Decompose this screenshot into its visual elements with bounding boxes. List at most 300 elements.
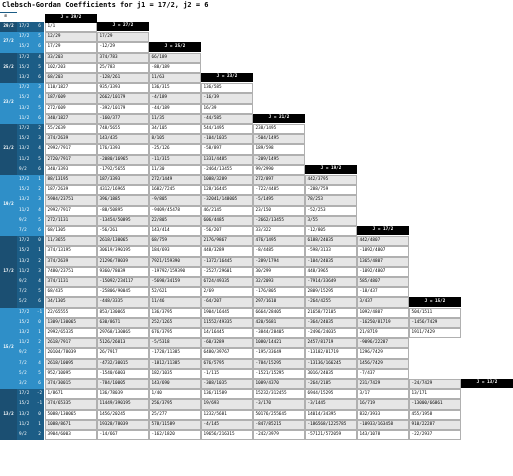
m1-value: 9/2 xyxy=(17,430,35,440)
coefficient-cell: 5088/130065 xyxy=(45,410,97,420)
coefficient-cell: 14/16445 xyxy=(201,328,253,338)
coefficient-cell: 952/10095 xyxy=(45,369,97,379)
m2-value: 3 xyxy=(35,195,44,205)
coefficient-cell: 68/759 xyxy=(149,236,201,246)
coefficient-cell: 1/8671 xyxy=(45,389,97,399)
coefficient-cell: -88/50895 xyxy=(97,206,149,216)
m-total-label: 23/2 xyxy=(0,83,17,124)
m1-value: 15/2 xyxy=(17,63,35,73)
coefficient-cell: 3/17 xyxy=(357,389,409,399)
coefficient-cell: 6188/24035 xyxy=(305,236,357,246)
coefficient-cell: 34/105 xyxy=(149,124,201,134)
coefficient-cell: 25/783 xyxy=(97,63,149,73)
coefficient-cell: 19328/78039 xyxy=(97,420,149,430)
coefficient-cell: 1089/4370 xyxy=(253,379,305,389)
coefficient-cell: -289/1794 xyxy=(253,257,305,267)
m1-value: 17/2 xyxy=(17,389,35,399)
m2-value: 2 xyxy=(35,430,44,440)
coefficient-cell: -19792/159390 xyxy=(149,267,201,277)
coefficient-cell: 30/299 xyxy=(253,267,305,277)
coefficient-cell: -57121/572059 xyxy=(305,430,357,440)
coefficient-cell: 420/5681 xyxy=(253,318,305,328)
coefficient-cell: 1088/8671 xyxy=(45,420,97,430)
coefficient-cell: 374/2639 xyxy=(45,134,97,144)
coefficient-cell: -2464/13455 xyxy=(201,165,253,175)
coefficient-cell: -1372/16445 xyxy=(201,257,253,267)
coefficient-cell: -7/437 xyxy=(357,369,409,379)
coefficient-cell: -32041/148005 xyxy=(201,195,253,205)
m2-value: 3 xyxy=(35,134,44,144)
coefficient-cell: -13136/166245 xyxy=(305,359,357,369)
m2-value: 5 xyxy=(35,287,44,297)
coefficient-cell: 2618/10095 xyxy=(45,359,97,369)
coefficient-cell: 68/1305 xyxy=(45,226,97,236)
coefficient-cell: -1456/7429 xyxy=(409,318,461,328)
coefficient-cell: -2662/13455 xyxy=(253,216,305,226)
coefficient-cell: 676/3795 xyxy=(149,328,201,338)
coefficient-cell: 2/69 xyxy=(201,287,253,297)
j-header: J = 25/2 xyxy=(149,42,201,51)
coefficient-cell: 182/1035 xyxy=(149,369,201,379)
coefficient-cell: 1309/130065 xyxy=(45,318,97,328)
coefficient-cell: -128/261 xyxy=(97,73,149,83)
coefficient-cell: 297/1610 xyxy=(253,297,305,307)
m2-value: -1 xyxy=(35,399,44,409)
coefficient-cell: 6944/15295 xyxy=(305,389,357,399)
m1-value: 17/2 xyxy=(17,236,35,246)
coefficient-cell: 7921/159390 xyxy=(149,257,201,267)
m1-value: 13/2 xyxy=(17,73,35,83)
m2-value: 6 xyxy=(35,379,44,389)
coefficient-cell: 396/1885 xyxy=(97,195,149,205)
coefficient-cell: -784/10005 xyxy=(97,379,149,389)
coefficient-cell: 21/8719 xyxy=(357,328,409,338)
coefficient-cell: 11/3655 xyxy=(45,236,97,246)
coefficient-cell: -8/4485 xyxy=(253,246,305,256)
coefficient-cell: -56/207 xyxy=(201,226,253,236)
m-total-label: 29/2 xyxy=(0,22,17,32)
j-header: J = 17/2 xyxy=(357,226,409,235)
m1-value: 15/2 xyxy=(17,185,35,195)
coefficient-cell: -288/759 xyxy=(305,185,357,195)
coefficient-cell: 2992/7917 xyxy=(45,144,97,154)
coefficient-cell: 21658/72105 xyxy=(305,308,357,318)
coefficient-cell: 136/11589 xyxy=(201,389,253,399)
coefficient-cell: 3/437 xyxy=(357,297,409,307)
coefficient-cell: 136/315 xyxy=(149,83,201,93)
coefficient-cell: 2662/10179 xyxy=(97,93,149,103)
coefficient-cell: 630/8671 xyxy=(97,318,149,328)
coefficient-cell: 1682/7245 xyxy=(149,185,201,195)
coefficient-cell: -44/189 xyxy=(149,104,201,114)
coefficient-cell: -4/189 xyxy=(149,93,201,103)
coefficient-cell: 1911/7429 xyxy=(409,328,461,338)
coefficient-cell: 143/414 xyxy=(149,226,201,236)
coefficient-cell: 16/719 xyxy=(357,399,409,409)
m2-value: 5 xyxy=(35,369,44,379)
coefficient-cell: -64/207 xyxy=(201,297,253,307)
coefficient-cell: 1080/14421 xyxy=(253,338,305,348)
coefficient-cell: 26/7917 xyxy=(97,348,149,358)
coefficient-cell: -1728/11385 xyxy=(149,348,201,358)
coefficient-cell: 8/105 xyxy=(149,134,201,144)
m1-value: 15/2 xyxy=(17,246,35,256)
coefficient-cell: 136/78039 xyxy=(97,389,149,399)
m1-value: 17/2 xyxy=(17,32,35,42)
coefficient-cell: -784/15295 xyxy=(253,359,305,369)
m2-value: 6 xyxy=(35,114,44,124)
coefficient-cell: 50176/255645 xyxy=(253,410,305,420)
coefficient-cell: 11/30 xyxy=(149,165,201,175)
coefficient-cell: -11/315 xyxy=(149,155,201,165)
m1-value: 11/2 xyxy=(17,155,35,165)
coefficient-cell: 34/1305 xyxy=(45,297,97,307)
coefficient-cell: 78/253 xyxy=(305,195,357,205)
m2-value: 5 xyxy=(35,104,44,114)
coefficient-cell: 1092/4807 xyxy=(357,308,409,318)
coefficient-cell: -162/1820 xyxy=(149,430,201,440)
m2-value: 6 xyxy=(35,226,44,236)
m1-value: 17/2 xyxy=(17,124,35,134)
coefficient-cell: 22/65555 xyxy=(45,308,97,318)
coefficient-cell: 66/189 xyxy=(149,53,201,63)
coefficient-cell: 99/2990 xyxy=(253,165,305,175)
coefficient-cell: 832/3933 xyxy=(357,410,409,420)
m1-value: 3/2 xyxy=(17,379,35,389)
coefficient-cell: 455/1958 xyxy=(409,410,461,420)
coefficient-cell: 187/3393 xyxy=(97,175,149,185)
coefficient-cell: 374/30015 xyxy=(45,379,97,389)
coefficient-cell: 272/1449 xyxy=(149,175,201,185)
coefficient-cell: 23/150 xyxy=(253,206,305,216)
coefficient-cell: 256/3795 xyxy=(149,399,201,409)
m2-value: 4 xyxy=(35,144,44,154)
m2-value: 2 xyxy=(35,257,44,267)
coefficient-cell: 143/1078 xyxy=(357,430,409,440)
coefficient-cell: 374/2639 xyxy=(45,257,97,267)
coefficient-cell: 374/13195 xyxy=(45,246,97,256)
coefficient-cell: 1088/3289 xyxy=(201,175,253,185)
coefficient-cell: 68/435 xyxy=(45,287,97,297)
coefficient-cell: -176/805 xyxy=(253,287,305,297)
coefficient-cell: 340/1827 xyxy=(45,114,97,124)
coefficient-cell: -9096/22287 xyxy=(357,338,409,348)
m1-value: 11/2 xyxy=(17,267,35,277)
coefficient-cell: 33/203 xyxy=(45,53,97,63)
coefficient-cell: -1092/4807 xyxy=(357,246,409,256)
coefficient-cell: 184/693 xyxy=(149,246,201,256)
m1-value: 11/2 xyxy=(17,206,35,216)
m2-value: 3 xyxy=(35,267,44,277)
coefficient-cell: 12/29 xyxy=(45,32,97,42)
coefficient-cell: -18/437 xyxy=(357,287,409,297)
coefficient-cell: 272/609 xyxy=(45,104,97,114)
coefficient-cell: 748/5655 xyxy=(97,124,149,134)
coefficient-cell: 3904/6003 xyxy=(45,430,97,440)
coefficient-cell: 46/2145 xyxy=(201,206,253,216)
m1-value: 17/2 xyxy=(17,83,35,93)
coefficient-cell: -104/1035 xyxy=(201,134,253,144)
coefficient-cell: -1792/5655 xyxy=(97,165,149,175)
coefficient-cell: 3/55 xyxy=(305,216,357,226)
coefficient-cell: -2080/16965 xyxy=(97,155,149,165)
coefficient-cell: 606/4485 xyxy=(201,216,253,226)
m1-value: 17/2 xyxy=(17,22,35,32)
coefficient-cell: -15092/234117 xyxy=(97,277,149,287)
j-header: J = 13/2 xyxy=(461,379,513,388)
coefficient-cell: -3/1445 xyxy=(305,399,357,409)
coefficient-cell: -209/1495 xyxy=(253,155,305,165)
coefficient-cell: -308/1035 xyxy=(201,379,253,389)
coefficient-cell: 5984/23751 xyxy=(45,195,97,205)
j-header: J = 15/2 xyxy=(409,297,461,306)
coefficient-cell: 272/1131 xyxy=(45,216,97,226)
coefficient-cell: -5/1495 xyxy=(253,195,305,205)
coefficient-cell: -2527/29601 xyxy=(201,267,253,277)
m2-value: 2 xyxy=(35,185,44,195)
coefficient-cell: 272/897 xyxy=(253,175,305,185)
coefficient-cell: 1456/7429 xyxy=(357,359,409,369)
m2-value: 6 xyxy=(35,22,44,32)
coefficient-cell: -1092/4807 xyxy=(357,267,409,277)
coefficient-cell: 2618/7917 xyxy=(45,338,97,348)
coefficient-cell: -448/3335 xyxy=(97,297,149,307)
m2-value: 1 xyxy=(35,175,44,185)
coefficient-cell: -847/85215 xyxy=(253,420,305,430)
coefficient-cell: 340/3393 xyxy=(45,165,97,175)
coefficient-cell: 476/1495 xyxy=(253,236,305,246)
m-total-label: 13/2 xyxy=(0,389,17,440)
coefficient-cell: -58/897 xyxy=(201,144,253,154)
coefficient-cell: -52/253 xyxy=(305,206,357,216)
m1-value: 5/2 xyxy=(17,297,35,307)
coefficient-cell: -16/39 xyxy=(201,93,253,103)
coefficient-cell: 442/4807 xyxy=(357,236,409,246)
coefficient-cell: 25/277 xyxy=(149,410,201,420)
coefficient-cell: -160/377 xyxy=(97,114,149,124)
coefficient-cell: -598/3133 xyxy=(305,246,357,256)
coefficient-cell: 88/13195 xyxy=(45,175,97,185)
j-header: J = 27/2 xyxy=(97,22,149,31)
j-header: J = 19/2 xyxy=(305,165,357,174)
coefficient-cell: -3844/28405 xyxy=(253,328,305,338)
m1-value: 7/2 xyxy=(17,287,35,297)
m-total-label: 27/2 xyxy=(0,32,17,52)
coefficient-cell: 252/1265 xyxy=(149,318,201,328)
coefficient-cell: -7914/33649 xyxy=(305,277,357,287)
m2-value: 2 xyxy=(35,338,44,348)
m2-value: 3 xyxy=(35,83,44,93)
coefficient-cell: -392/10179 xyxy=(97,104,149,114)
coefficient-cell: 935/3393 xyxy=(97,83,149,93)
coefficient-cell: -9/805 xyxy=(149,195,201,205)
coefficient-cell: 55/2639 xyxy=(45,124,97,134)
coefficient-cell: 2809/15295 xyxy=(305,287,357,297)
coefficient-cell: 2992/65335 xyxy=(45,328,97,338)
coefficient-cell: 448/3289 xyxy=(201,246,253,256)
coefficient-cell: 16/39 xyxy=(201,104,253,114)
coefficient-cell: 136/3795 xyxy=(149,308,201,318)
coefficient-cell: 238/1495 xyxy=(253,124,305,134)
m2-value: 6 xyxy=(35,297,44,307)
coefficient-cell: -104/24035 xyxy=(305,257,357,267)
j-header: J = 21/2 xyxy=(253,114,305,123)
m2-value: 6 xyxy=(35,42,44,52)
m2-value: 0 xyxy=(35,236,44,246)
coefficient-cell: 2457/81719 xyxy=(305,338,357,348)
m1-value: 15/2 xyxy=(17,318,35,328)
coefficient-cell: -13000/66861 xyxy=(409,399,461,409)
coefficient-cell: 676/5795 xyxy=(201,359,253,369)
m1-value: 9/2 xyxy=(17,216,35,226)
coefficient-cell: -25806/90045 xyxy=(97,287,149,297)
coefficient-cell: 1232/5681 xyxy=(201,410,253,420)
coefficient-cell: 9360/78039 xyxy=(97,267,149,277)
coefficient-cell: -242/3979 xyxy=(253,430,305,440)
m1-value: 13/2 xyxy=(17,104,35,114)
coefficient-cell: -13454/50895 xyxy=(97,216,149,226)
coefficient-cell: 6664/28405 xyxy=(253,308,305,318)
m1-value: 11/2 xyxy=(17,114,35,124)
coefficient-cell: 17/29 xyxy=(97,32,149,42)
m2-value: 4 xyxy=(35,359,44,369)
coefficient-cell: -4732/30015 xyxy=(97,359,149,369)
coefficient-cell: 6480/39767 xyxy=(201,348,253,358)
coefficient-cell: -24/7429 xyxy=(409,379,461,389)
m1-value: 13/2 xyxy=(17,328,35,338)
coefficient-cell: -88/189 xyxy=(149,63,201,73)
coefficient-cell: 11/63 xyxy=(149,73,201,83)
m2-value: 5 xyxy=(35,63,44,73)
m1-value: 9/2 xyxy=(17,348,35,358)
coefficient-cell: 143/435 xyxy=(97,134,149,144)
coefficient-cell: 17/29 xyxy=(45,42,97,52)
coefficient-cell: 1331/4485 xyxy=(201,155,253,165)
m2-value: 4 xyxy=(35,277,44,287)
m2-value: 6 xyxy=(35,165,44,175)
m2-value: 0 xyxy=(35,410,44,420)
coefficient-cell: -1812/11385 xyxy=(149,359,201,369)
m2-value: -1 xyxy=(35,308,44,318)
coefficient-cell: 110/1827 xyxy=(45,83,97,93)
coefficient-cell: 585/4807 xyxy=(357,277,409,287)
coefficient-cell: -10933/163458 xyxy=(357,420,409,430)
coefficient-cell: -12/29 xyxy=(97,42,149,52)
coefficient-cell: 13/171 xyxy=(409,389,461,399)
coefficient-cell: 52/621 xyxy=(149,287,201,297)
m1-value: 17/2 xyxy=(17,308,35,318)
m1-value: 13/2 xyxy=(17,195,35,205)
coefficient-cell: 19656/216315 xyxy=(201,430,253,440)
coefficient-cell: -1540/6003 xyxy=(97,369,149,379)
coefficient-cell: 11/35 xyxy=(149,114,201,124)
coefficient-cell: 1456/20245 xyxy=(97,410,149,420)
coefficient-cell: 187/2639 xyxy=(45,185,97,195)
m1-value: 9/2 xyxy=(17,165,35,175)
coefficient-cell: -264/2185 xyxy=(305,379,357,389)
m1-value: 7/2 xyxy=(17,359,35,369)
j-header: J = 29/2 xyxy=(45,14,97,23)
coefficient-cell: 504/1511 xyxy=(409,308,461,318)
m2-value: 1 xyxy=(35,328,44,338)
m2-value: 4 xyxy=(35,93,44,103)
coefficient-cell: 30619/390195 xyxy=(97,246,149,256)
page-title: Clebsch-Gordan Coefficients for j1 = 17/2, j2 = 6 xyxy=(2,1,209,9)
m1-value: 13/2 xyxy=(17,144,35,154)
coefficient-cell: 14014/34395 xyxy=(305,410,357,420)
coefficient-cell: -14/667 xyxy=(97,430,149,440)
coefficient-cell: 22/805 xyxy=(149,216,201,226)
m1-value: 15/2 xyxy=(17,399,35,409)
coefficient-cell: -5/5318 xyxy=(149,338,201,348)
coefficient-cell: 2720/7917 xyxy=(45,155,97,165)
m2-value: 5 xyxy=(35,216,44,226)
coefficient-cell: -16250/81719 xyxy=(357,318,409,328)
coefficient-cell: -12/805 xyxy=(305,226,357,236)
coefficient-cell: -3/170 xyxy=(253,399,305,409)
coefficient-cell: 853/130065 xyxy=(97,308,149,318)
m2-value: 4 xyxy=(35,206,44,216)
coefficient-cell: -25/126 xyxy=(149,144,201,154)
coefficient-cell: 143/690 xyxy=(149,379,201,389)
coefficient-cell: 11/46 xyxy=(149,297,201,307)
coefficient-cell: -22/2937 xyxy=(409,430,461,440)
m2-value: 3 xyxy=(35,348,44,358)
coefficient-cell: -364/24035 xyxy=(305,318,357,328)
m-total-label: 25/2 xyxy=(0,53,17,84)
m1-value: 13/2 xyxy=(17,410,35,420)
coefficient-cell: -186568/1225785 xyxy=(305,420,357,430)
m2-value: 0 xyxy=(35,318,44,328)
coefficient-cell: 1904/16445 xyxy=(201,308,253,318)
coefficient-cell: 3016/24035 xyxy=(305,369,357,379)
m1-value: 11/2 xyxy=(17,420,35,430)
m1-value: 13/2 xyxy=(17,257,35,267)
coefficient-cell: 29768/130065 xyxy=(97,328,149,338)
coefficient-cell: 11552/49335 xyxy=(201,318,253,328)
coefficient-cell: 374/783 xyxy=(97,53,149,63)
m-total-label: 15/2 xyxy=(0,308,17,390)
coefficient-cell: 20104/78039 xyxy=(45,348,97,358)
coefficient-cell: 136/585 xyxy=(201,83,253,93)
coefficient-cell: 4312/16965 xyxy=(97,185,149,195)
coefficient-cell: 19/693 xyxy=(201,399,253,409)
coefficient-cell: -264/4255 xyxy=(305,297,357,307)
coefficient-cell: 448/3965 xyxy=(305,267,357,277)
m1-value: 7/2 xyxy=(17,226,35,236)
coefficient-cell: -2496/24035 xyxy=(305,328,357,338)
m2-value: 1 xyxy=(35,246,44,256)
coefficient-cell: 189/598 xyxy=(253,144,305,154)
coefficient-cell: 15232/312455 xyxy=(253,389,305,399)
m-total-label: 19/2 xyxy=(0,175,17,236)
coefficient-cell: 2176/9867 xyxy=(201,236,253,246)
m2-value: 1 xyxy=(35,420,44,430)
coefficient-cell: 442/3795 xyxy=(305,175,357,185)
coefficient-cell: 544/1495 xyxy=(201,124,253,134)
coefficient-cell: 578/11589 xyxy=(149,420,201,430)
coefficient-cell: -60/3289 xyxy=(201,338,253,348)
m1-value: 15/2 xyxy=(17,42,35,52)
coefficient-cell: 374/1131 xyxy=(45,277,97,287)
coefficient-cell: 68/203 xyxy=(45,73,97,83)
m1-value: 9/2 xyxy=(17,277,35,287)
watermark: 知乎 @风吹麦浪 xyxy=(357,463,417,472)
coefficient-cell: -13182/81719 xyxy=(305,348,357,358)
coefficient-cell: 2618/130065 xyxy=(97,236,149,246)
m1-value: 15/2 xyxy=(17,93,35,103)
coefficient-cell: 910/22287 xyxy=(409,420,461,430)
